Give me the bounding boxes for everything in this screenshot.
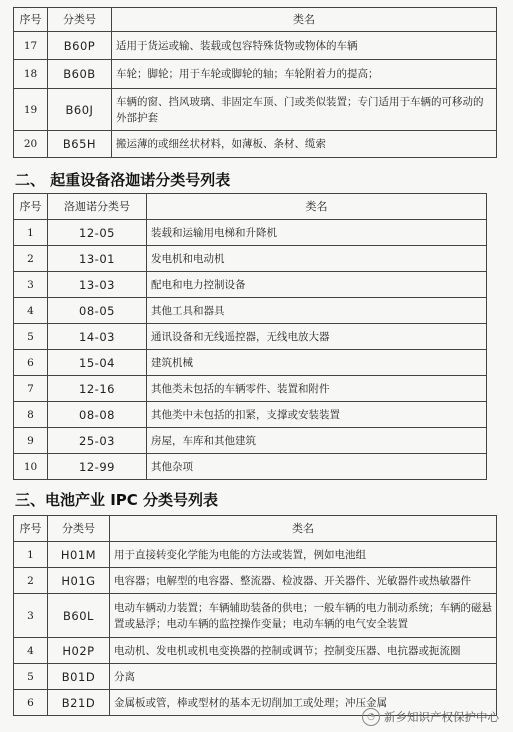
- row-desc: 建筑机械: [147, 350, 487, 376]
- row-code: B65H: [48, 131, 112, 158]
- row-no: 19: [14, 89, 48, 131]
- row-code: 14-03: [48, 324, 147, 350]
- row-no: 10: [14, 454, 48, 480]
- row-no: 5: [14, 664, 48, 690]
- row-code: B60J: [48, 89, 112, 131]
- header-no: 序号: [14, 8, 48, 32]
- header-code: 洛迦诺分类号: [48, 194, 147, 220]
- row-desc: 房屋，车库和其他建筑: [147, 428, 487, 454]
- table-row: [14, 89, 497, 131]
- row-desc: 电动机、发电机或机电变换器的控制或调节；控制变压器、电抗器或扼流圈: [110, 638, 497, 664]
- row-desc: 搬运薄的或细丝状材料，如薄板、条材、缆索: [112, 131, 497, 158]
- row-code: B01D: [48, 664, 110, 690]
- row-code: 12-05: [48, 220, 147, 246]
- row-code: B60L: [48, 594, 110, 638]
- table-row: [14, 60, 497, 89]
- table-row: [14, 454, 487, 480]
- table-row: [14, 376, 487, 402]
- row-desc: 配电和电力控制设备: [147, 272, 487, 298]
- row-no: 1: [14, 542, 48, 568]
- row-code: 08-08: [48, 402, 147, 428]
- row-code: B60B: [48, 60, 112, 89]
- row-code: H01M: [48, 542, 110, 568]
- row-code: B21D: [48, 690, 110, 716]
- row-no: 5: [14, 324, 48, 350]
- table-row: [14, 324, 487, 350]
- row-no: 6: [14, 350, 48, 376]
- header-code: 分类号: [48, 516, 110, 542]
- battery-ipc-table: [13, 515, 497, 716]
- table-row: [14, 298, 487, 324]
- table-header-row: [14, 194, 487, 220]
- header-name: 类名: [112, 8, 497, 32]
- locarno-table: [13, 193, 487, 480]
- row-code: 25-03: [48, 428, 147, 454]
- table-header-row: [14, 516, 497, 542]
- table-row: [14, 542, 497, 568]
- row-desc: 其他类中未包括的扣紧，支撑或安装装置: [147, 402, 487, 428]
- table-row: [14, 594, 497, 638]
- row-desc: 电容器；电解型的电容器、整流器、检波器、开关器件、光敏器件或热敏器件: [110, 568, 497, 594]
- row-desc: 车轮；脚轮；用于车轮或脚轮的轴；车轮附着力的提高；: [112, 60, 497, 89]
- row-desc: 用于直接转变化学能为电能的方法或装置，例如电池组: [110, 542, 497, 568]
- row-desc: 适用于货运或输、装载或包容特殊货物或物体的车辆: [112, 32, 497, 60]
- table-row: [14, 402, 487, 428]
- section2-heading: 二、 起重设备洛迦诺分类号列表: [15, 171, 231, 189]
- row-no: 4: [14, 298, 48, 324]
- watermark: [362, 708, 499, 726]
- row-no: 2: [14, 246, 48, 272]
- table-row: [14, 220, 487, 246]
- row-code: 13-01: [48, 246, 147, 272]
- row-code: 13-03: [48, 272, 147, 298]
- header-code: 分类号: [48, 8, 112, 32]
- row-no: 2: [14, 568, 48, 594]
- row-desc: 电动车辆动力装置；车辆辅助装备的供电；一般车辆的电力制动系统；车辆的磁悬置或悬浮；电动车辆的监控操作变量；电动车辆的电气安全装置: [110, 594, 497, 638]
- row-desc: 其他工具和器具: [147, 298, 487, 324]
- row-code: H02P: [48, 638, 110, 664]
- row-no: 9: [14, 428, 48, 454]
- row-no: 20: [14, 131, 48, 158]
- table-row: [14, 428, 487, 454]
- row-no: 7: [14, 376, 48, 402]
- wechat-icon: ◔: [362, 708, 380, 726]
- table-row: [14, 32, 497, 60]
- row-no: 17: [14, 32, 48, 60]
- row-code: B60P: [48, 32, 112, 60]
- row-no: 18: [14, 60, 48, 89]
- watermark-text: 新乡知识产权保护中心: [384, 710, 499, 724]
- table-row: [14, 638, 497, 664]
- row-desc: 其他类未包括的车辆零件、装置和附件: [147, 376, 487, 402]
- table-row: [14, 246, 487, 272]
- header-name: 类名: [147, 194, 487, 220]
- header-no: 序号: [14, 516, 48, 542]
- ipc-table-continued: [13, 7, 497, 158]
- row-no: 6: [14, 690, 48, 716]
- table-header-row: [14, 8, 497, 32]
- header-no: 序号: [14, 194, 48, 220]
- row-no: 4: [14, 638, 48, 664]
- row-desc: 发电机和电动机: [147, 246, 487, 272]
- table-row: [14, 272, 487, 298]
- row-no: 8: [14, 402, 48, 428]
- row-desc: 通讯设备和无线遥控器，无线电放大器: [147, 324, 487, 350]
- header-name: 类名: [110, 516, 497, 542]
- table-row: [14, 350, 487, 376]
- table-row: [14, 568, 497, 594]
- row-desc: 分离: [110, 664, 497, 690]
- row-code: 12-99: [48, 454, 147, 480]
- row-code: 08-05: [48, 298, 147, 324]
- row-code: H01G: [48, 568, 110, 594]
- row-desc: 车辆的窗、挡风玻璃、非固定车顶、门或类似装置；专门适用于车辆的可移动的外部护套: [112, 89, 497, 131]
- row-code: 12-16: [48, 376, 147, 402]
- row-no: 3: [14, 594, 48, 638]
- section3-heading: 三、电池产业 IPC 分类号列表: [15, 491, 219, 509]
- row-code: 15-04: [48, 350, 147, 376]
- row-no: 1: [14, 220, 48, 246]
- table-row: [14, 131, 497, 158]
- table-row: [14, 664, 497, 690]
- row-desc: 装载和运输用电梯和升降机: [147, 220, 487, 246]
- row-desc: 其他杂项: [147, 454, 487, 480]
- row-desc: 金属板或管，棒或型材的基本无切削加工或处理；冲压金属: [110, 690, 497, 716]
- row-no: 3: [14, 272, 48, 298]
